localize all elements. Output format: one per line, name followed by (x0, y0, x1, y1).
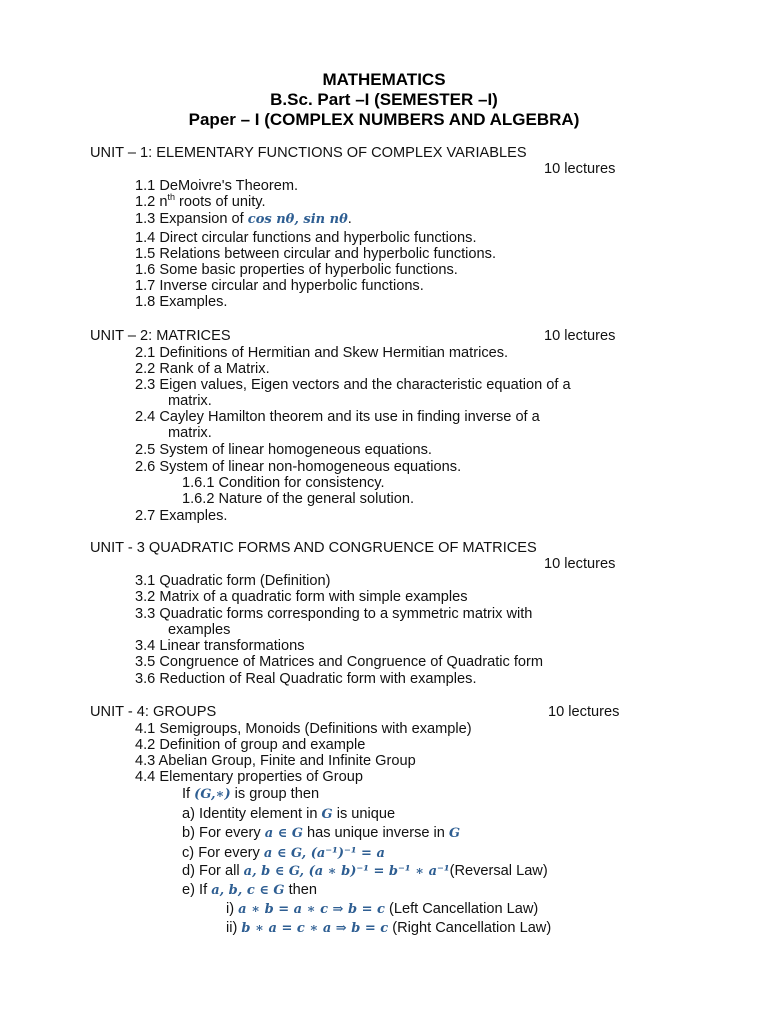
unit1-item-4: 1.4 Direct circular functions and hyperbolic functions. (135, 230, 477, 246)
property-d: d) For all a, b ∈ G, (a ∗ b)⁻¹ = b⁻¹ ∗ a⁻¹(Reversal Law) (182, 863, 548, 879)
unit4-item-4: 4.4 Elementary properties of Group (135, 769, 363, 785)
document-header (0, 70, 768, 130)
unit3-item-5: 3.5 Congruence of Matrices and Congruence of Quadratic form (135, 654, 544, 670)
unit3-lectures: 10 lectures (544, 556, 616, 572)
unit2-lectures: 10 lectures (544, 328, 616, 344)
unit2-item-3: 2.3 Eigen values, Eigen vectors and the characteristic equation of a (135, 377, 571, 393)
subject-title: MATHEMATICS (322, 70, 446, 89)
unit1-item-5: 1.5 Relations between circular and hyperbolic functions. (135, 246, 496, 262)
unit3-item-6: 3.6 Reduction of Real Quadratic form with examples. (135, 671, 477, 687)
unit2-item-3-cont: matrix. (168, 393, 212, 409)
unit4-item-1: 4.1 Semigroups, Monoids (Definitions with example) (135, 721, 472, 737)
paper-title: Paper – I (COMPLEX NUMBERS AND ALGEBRA) (188, 110, 580, 129)
unit3-item-1: 3.1 Quadratic form (Definition) (135, 573, 331, 589)
property-b: b) For every a ∈ G has unique inverse in G (182, 825, 461, 841)
property-a: a) Identity element in G is unique (182, 806, 396, 822)
unit4-lectures: 10 lectures (548, 704, 620, 720)
unit2-item-4-cont: matrix. (168, 425, 212, 441)
unit1-item-2: 1.2 $n^{th}$ roots of unity. (135, 192, 266, 210)
unit1-item-6: 1.6 Some basic properties of hyperbolic functions. (135, 262, 458, 278)
group-notation: (G,∗) (194, 787, 231, 802)
unit2-item-5: 2.5 System of linear homogeneous equations. (135, 442, 432, 458)
unit2-heading: UNIT – 2: MATRICES (90, 328, 231, 344)
property-c: c) For every a ∈ G, (a⁻¹)⁻¹ = a (182, 845, 385, 861)
unit1-item-1: 1.1 DeMoivre's Theorem. (135, 178, 299, 194)
unit3-heading: UNIT - 3 QUADRATIC FORMS AND CONGRUENCE OF MATRICES (90, 540, 537, 556)
unit4-heading: UNIT - 4: GROUPS (90, 704, 217, 720)
course-title: B.Sc. Part –I (SEMESTER –I) (270, 90, 498, 109)
unit4-item-3: 4.3 Abelian Group, Finite and Infinite Group (135, 753, 416, 769)
unit1-heading: UNIT – 1: ELEMENTARY FUNCTIONS OF COMPLEX VARIABLES (90, 145, 527, 161)
unit2-item-6-2: 1.6.2 Nature of the general solution. (182, 491, 415, 507)
right-cancellation-law: ii) b ∗ a = c ∗ a ⇒ b = c (Right Cancellation Law) (226, 920, 552, 936)
unit2-item-6-1: 1.6.1 Condition for consistency. (182, 475, 385, 491)
unit3-item-3: 3.3 Quadratic forms corresponding to a symmetric matrix with (135, 606, 533, 622)
unit2-item-1: 2.1 Definitions of Hermitian and Skew Hermitian matrices. (135, 345, 509, 361)
unit1-item-3: 1.3 Expansion of cos nθ, sin nθ. (135, 211, 352, 227)
unit1-lectures: 10 lectures (544, 161, 616, 177)
unit3-item-2: 3.2 Matrix of a quadratic form with simple examples (135, 589, 468, 605)
unit2-item-2: 2.2 Rank of a Matrix. (135, 361, 270, 377)
unit1-item-7: 1.7 Inverse circular and hyperbolic functions. (135, 278, 424, 294)
unit2-item-6: 2.6 System of linear non-homogeneous equations. (135, 459, 462, 475)
unit4-item-2: 4.2 Definition of group and example (135, 737, 366, 753)
unit3-item-4: 3.4 Linear transformations (135, 638, 305, 654)
unit3-item-3-cont: examples (168, 622, 231, 638)
group-condition: If (G,∗) is group then (182, 786, 320, 802)
left-cancellation-law: i) a ∗ b = a ∗ c ⇒ b = c (Left Cancellation Law) (226, 901, 539, 917)
unit1-item-8: 1.8 Examples. (135, 294, 228, 310)
unit2-item-7: 2.7 Examples. (135, 508, 228, 524)
cos-sin-expression: cos nθ, sin nθ (247, 212, 348, 227)
unit2-item-4: 2.4 Cayley Hamilton theorem and its use in finding inverse of a (135, 409, 540, 425)
property-e: e) If a, b, c ∈ G then (182, 882, 317, 898)
